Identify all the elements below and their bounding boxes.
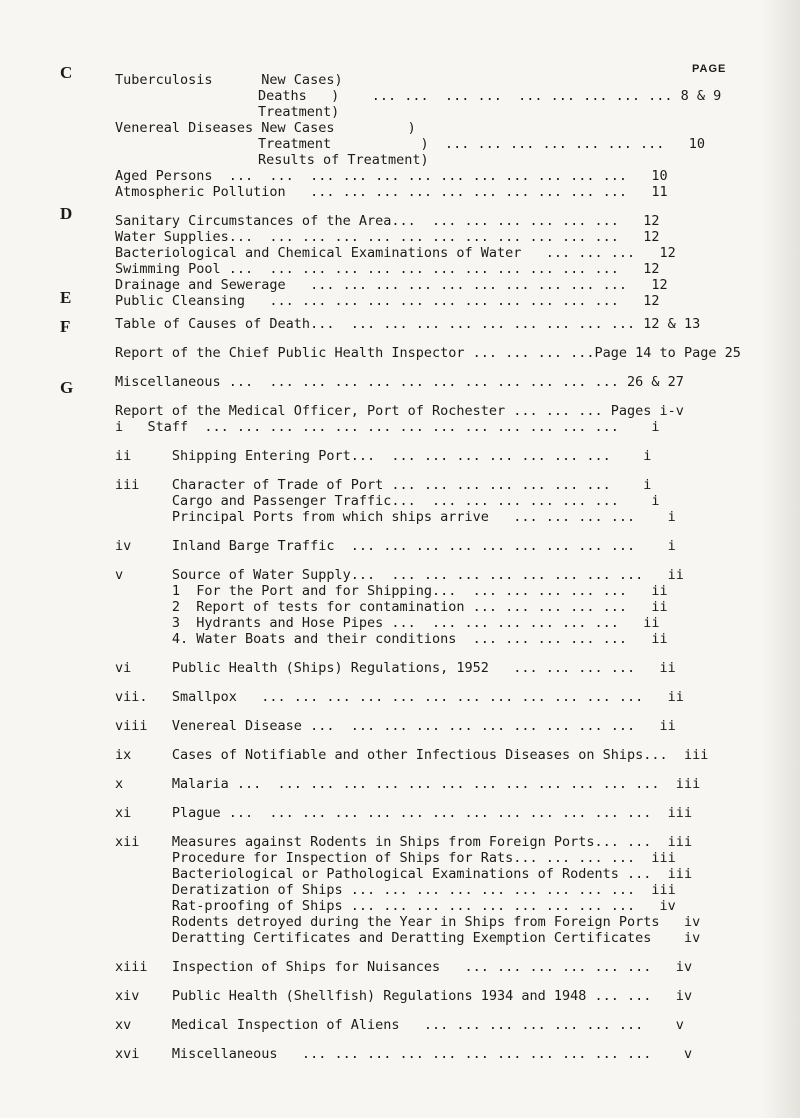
contents-line: i Staff ... ... ... ... ... ... ... ... ... ... ... ... ... i xyxy=(115,419,660,435)
contents-line: Tuberculosis New Cases) xyxy=(115,72,343,88)
contents-line: viii Venereal Disease ... ... ... ... ... ... ... ... ... ... ii xyxy=(115,718,676,734)
contents-line: Rodents detroyed during the Year in Ships from Foreign Ports iv xyxy=(115,914,701,930)
contents-line: Treatment) xyxy=(258,104,340,120)
contents-line: Atmospheric Pollution ... ... ... ... ... ... ... ... ... ... 11 xyxy=(115,184,668,200)
section-letter: F xyxy=(60,317,71,336)
contents-line: Swimming Pool ... ... ... ... ... ... ... ... ... ... ... ... 12 xyxy=(115,261,660,277)
contents-line: iv Inland Barge Traffic ... ... ... ... ... ... ... ... ... i xyxy=(115,538,676,554)
section-letter: C xyxy=(60,63,73,82)
contents-line: Venereal Diseases New Cases ) xyxy=(115,120,416,136)
contents-line: 4. Water Boats and their conditions ... ... ... ... ... ii xyxy=(115,631,668,647)
contents-line: ix Cases of Notifiable and other Infectious Diseases on Ships... iii xyxy=(115,747,709,763)
contents-line: Aged Persons ... ... ... ... ... ... ... ... ... ... ... ... 10 xyxy=(115,168,668,184)
page-column-header: PAGE xyxy=(692,63,727,75)
contents-line: Cargo and Passenger Traffic... ... ... ... ... ... ... i xyxy=(115,493,660,509)
contents-line: Water Supplies... ... ... ... ... ... ... ... ... ... ... ... 12 xyxy=(115,229,660,245)
contents-line: x Malaria ... ... ... ... ... ... ... ... ... ... ... ... ... iii xyxy=(115,776,701,792)
contents-line: Deratization of Ships ... ... ... ... ... ... ... ... ... iii xyxy=(115,882,676,898)
contents-line: 3 Hydrants and Hose Pipes ... ... ... ... ... ... ... ii xyxy=(115,615,660,631)
contents-line: xv Medical Inspection of Aliens ... ... ... ... ... ... ... v xyxy=(115,1017,684,1033)
contents-line: Deaths ) ... ... ... ... ... ... ... ... ... 8 & 9 xyxy=(258,88,722,104)
contents-line: Table of Causes of Death... ... ... ... ... ... ... ... ... ... 12 & 13 xyxy=(115,316,701,332)
contents-line: Treatment ) ... ... ... ... ... ... ... 10 xyxy=(258,136,706,152)
contents-line: xvi Miscellaneous ... ... ... ... ... ... ... ... ... ... ... v xyxy=(115,1046,693,1062)
contents-line: 1 For the Port and for Shipping... ... ... ... ... ... ii xyxy=(115,583,668,599)
contents-line: Principal Ports from which ships arrive ... ... ... ... i xyxy=(115,509,676,525)
contents-line: Rat-proofing of Ships ... ... ... ... ... ... ... ... ... iv xyxy=(115,898,676,914)
contents-line: xiv Public Health (Shellfish) Regulations 1934 and 1948 ... ... iv xyxy=(115,988,693,1004)
contents-line: xi Plague ... ... ... ... ... ... ... ... ... ... ... ... ... iii xyxy=(115,805,693,821)
contents-line: Sanitary Circumstances of the Area... ... ... ... ... ... ... 12 xyxy=(115,213,660,229)
contents-line: Public Cleansing ... ... ... ... ... ... ... ... ... ... ... 12 xyxy=(115,293,660,309)
contents-line: vii. Smallpox ... ... ... ... ... ... ... ... ... ... ... ... ii xyxy=(115,689,684,705)
contents-line: xii Measures against Rodents in Ships from Foreign Ports... ... iii xyxy=(115,834,693,850)
contents-line: ii Shipping Entering Port... ... ... ... ... ... ... ... i xyxy=(115,448,652,464)
contents-line: Procedure for Inspection of Ships for Rats... ... ... ... iii xyxy=(115,850,676,866)
contents-line: Report of the Medical Officer, Port of Rochester ... ... ... Pages i-v xyxy=(115,403,684,419)
contents-line: Report of the Chief Public Health Inspector ... ... ... ...Page 14 to Page 25 xyxy=(115,345,741,361)
contents-line: Miscellaneous ... ... ... ... ... ... ... ... ... ... ... ... 26 & 27 xyxy=(115,374,684,390)
contents-line: 2 Report of tests for contamination ... ... ... ... ... ii xyxy=(115,599,668,615)
contents-line: Deratting Certificates and Deratting Exemption Certificates iv xyxy=(115,930,701,946)
section-letter: D xyxy=(60,204,73,223)
contents-line: Drainage and Sewerage ... ... ... ... ... ... ... ... ... ... 12 xyxy=(115,277,668,293)
contents-line: Bacteriological or Pathological Examinations of Rodents ... iii xyxy=(115,866,693,882)
contents-line: vi Public Health (Ships) Regulations, 1952 ... ... ... ... ii xyxy=(115,660,676,676)
contents-line: iii Character of Trade of Port ... ... ... ... ... ... ... i xyxy=(115,477,652,493)
contents-line: Bacteriological and Chemical Examinations of Water ... ... ... 12 xyxy=(115,245,676,261)
section-letter: G xyxy=(60,378,74,397)
page-edge-shadow xyxy=(762,0,800,1118)
contents-line: xiii Inspection of Ships for Nuisances ... ... ... ... ... ... iv xyxy=(115,959,693,975)
section-letter: E xyxy=(60,288,72,307)
contents-line: v Source of Water Supply... ... ... ... ... ... ... ... ... ii xyxy=(115,567,684,583)
contents-line: Results of Treatment) xyxy=(258,152,429,168)
